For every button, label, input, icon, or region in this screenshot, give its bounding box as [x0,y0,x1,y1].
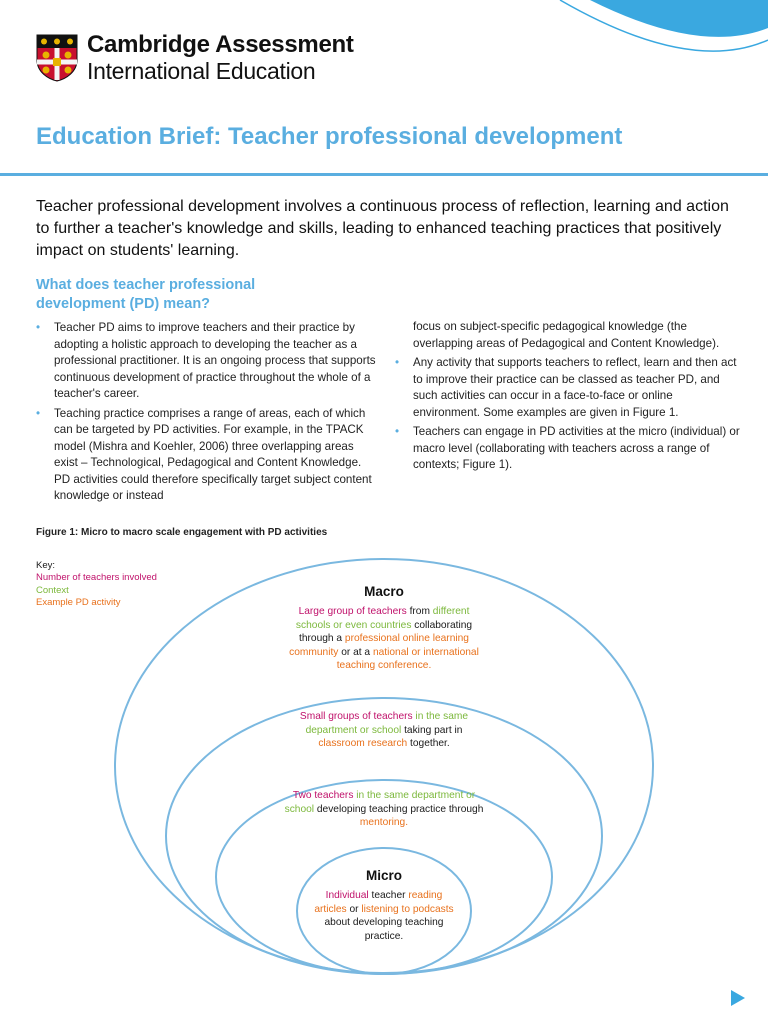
play-arrow-icon[interactable] [731,990,745,1006]
segment-text: Two teachers [292,790,354,801]
bullet-item: • Any activity that supports teachers to reflect, learn and then act to improve their practice can be classed as teacher PD, and such activities can occur in a face-to-face or online environment. Some examples are given in Figure 1. [395,355,740,421]
key-context: Context [36,584,69,596]
segment-text: or [346,903,362,915]
page-title: Education Brief: Teacher professional development [36,123,623,150]
segment-text: professional online learning community [289,633,469,658]
intro-paragraph: Teacher professional development involves a continuous process of reflection, learning and action to further a teacher's knowledge and skills, leading to enhanced teaching practices that positively impact on students' learning. [36,198,729,259]
segment-text: teacher [368,890,409,901]
org-name-line2: International Education [87,58,316,84]
pairs-description [284,789,484,830]
segment-text: from [406,606,433,617]
macro-description [282,605,486,673]
segment-text: listening to podcasts [361,903,454,915]
segment-text: developing teaching practice through [314,803,484,815]
key-number-of-teachers: Number of teachers involved [36,572,157,584]
segment-text: mentoring. [359,817,409,828]
micro-title: Micro [365,868,402,883]
segment-text: national or international teaching conference. [336,646,479,671]
segment-text: Small groups of teachers [299,711,413,722]
key-pd-activity: Example PD activity [36,596,121,608]
segment-text: or at a [338,646,373,658]
segment-text: Large group of teachers [298,606,407,617]
segment-text: in the same department or school [284,790,476,815]
org-name-line1: Cambridge Assessment [87,31,354,58]
segment-text: different schools or even countries [295,606,470,631]
key-label: Key: [36,560,56,571]
bullet-item: • Teaching practice comprises a range of areas, each of which can be targeted by PD activities. For example, in the TPACK model (Mishra and Koehler, 2006) three overlapping areas exist – Technological, Pedagogical and Content Knowledge. PD activities could therefore specifically target subject content knowledge or instead [36,406,376,505]
bullet-item: • Teachers can engage in PD activities at the micro (individual) or macro level (collaborating with teachers across a range of contexts; Figure 1). [395,424,740,474]
segment-text: in the same department or school [305,711,469,736]
figure-caption: Figure 1: Micro to macro scale engagement with PD activities [36,527,328,538]
section-heading: What does teacher professional development (PD) mean? [36,277,256,312]
segment-text: reading articles [314,890,443,915]
bullet-item: • Teacher PD aims to improve teachers and their practice by adopting a holistic approach to developing the teacher as a professional practitioner. It is an ongoing process that supports continuous development of practice throughout the whole of a teacher's career. [36,320,376,403]
macro-title: Macro [364,584,404,599]
continued-text: focus on subject-specific pedagogical knowledge (the overlapping areas of Pedagogical and Content Knowledge). [413,320,720,350]
segment-text: together. [407,738,450,749]
segment-text: classroom research [318,738,408,749]
groups-description [290,710,478,751]
micro-description [314,889,454,943]
segment-text: taking part in [401,724,463,736]
segment-text: collaborating through a [299,619,473,644]
segment-text: about developing teaching practice. [324,917,444,942]
segment-text: Individual [325,890,369,901]
